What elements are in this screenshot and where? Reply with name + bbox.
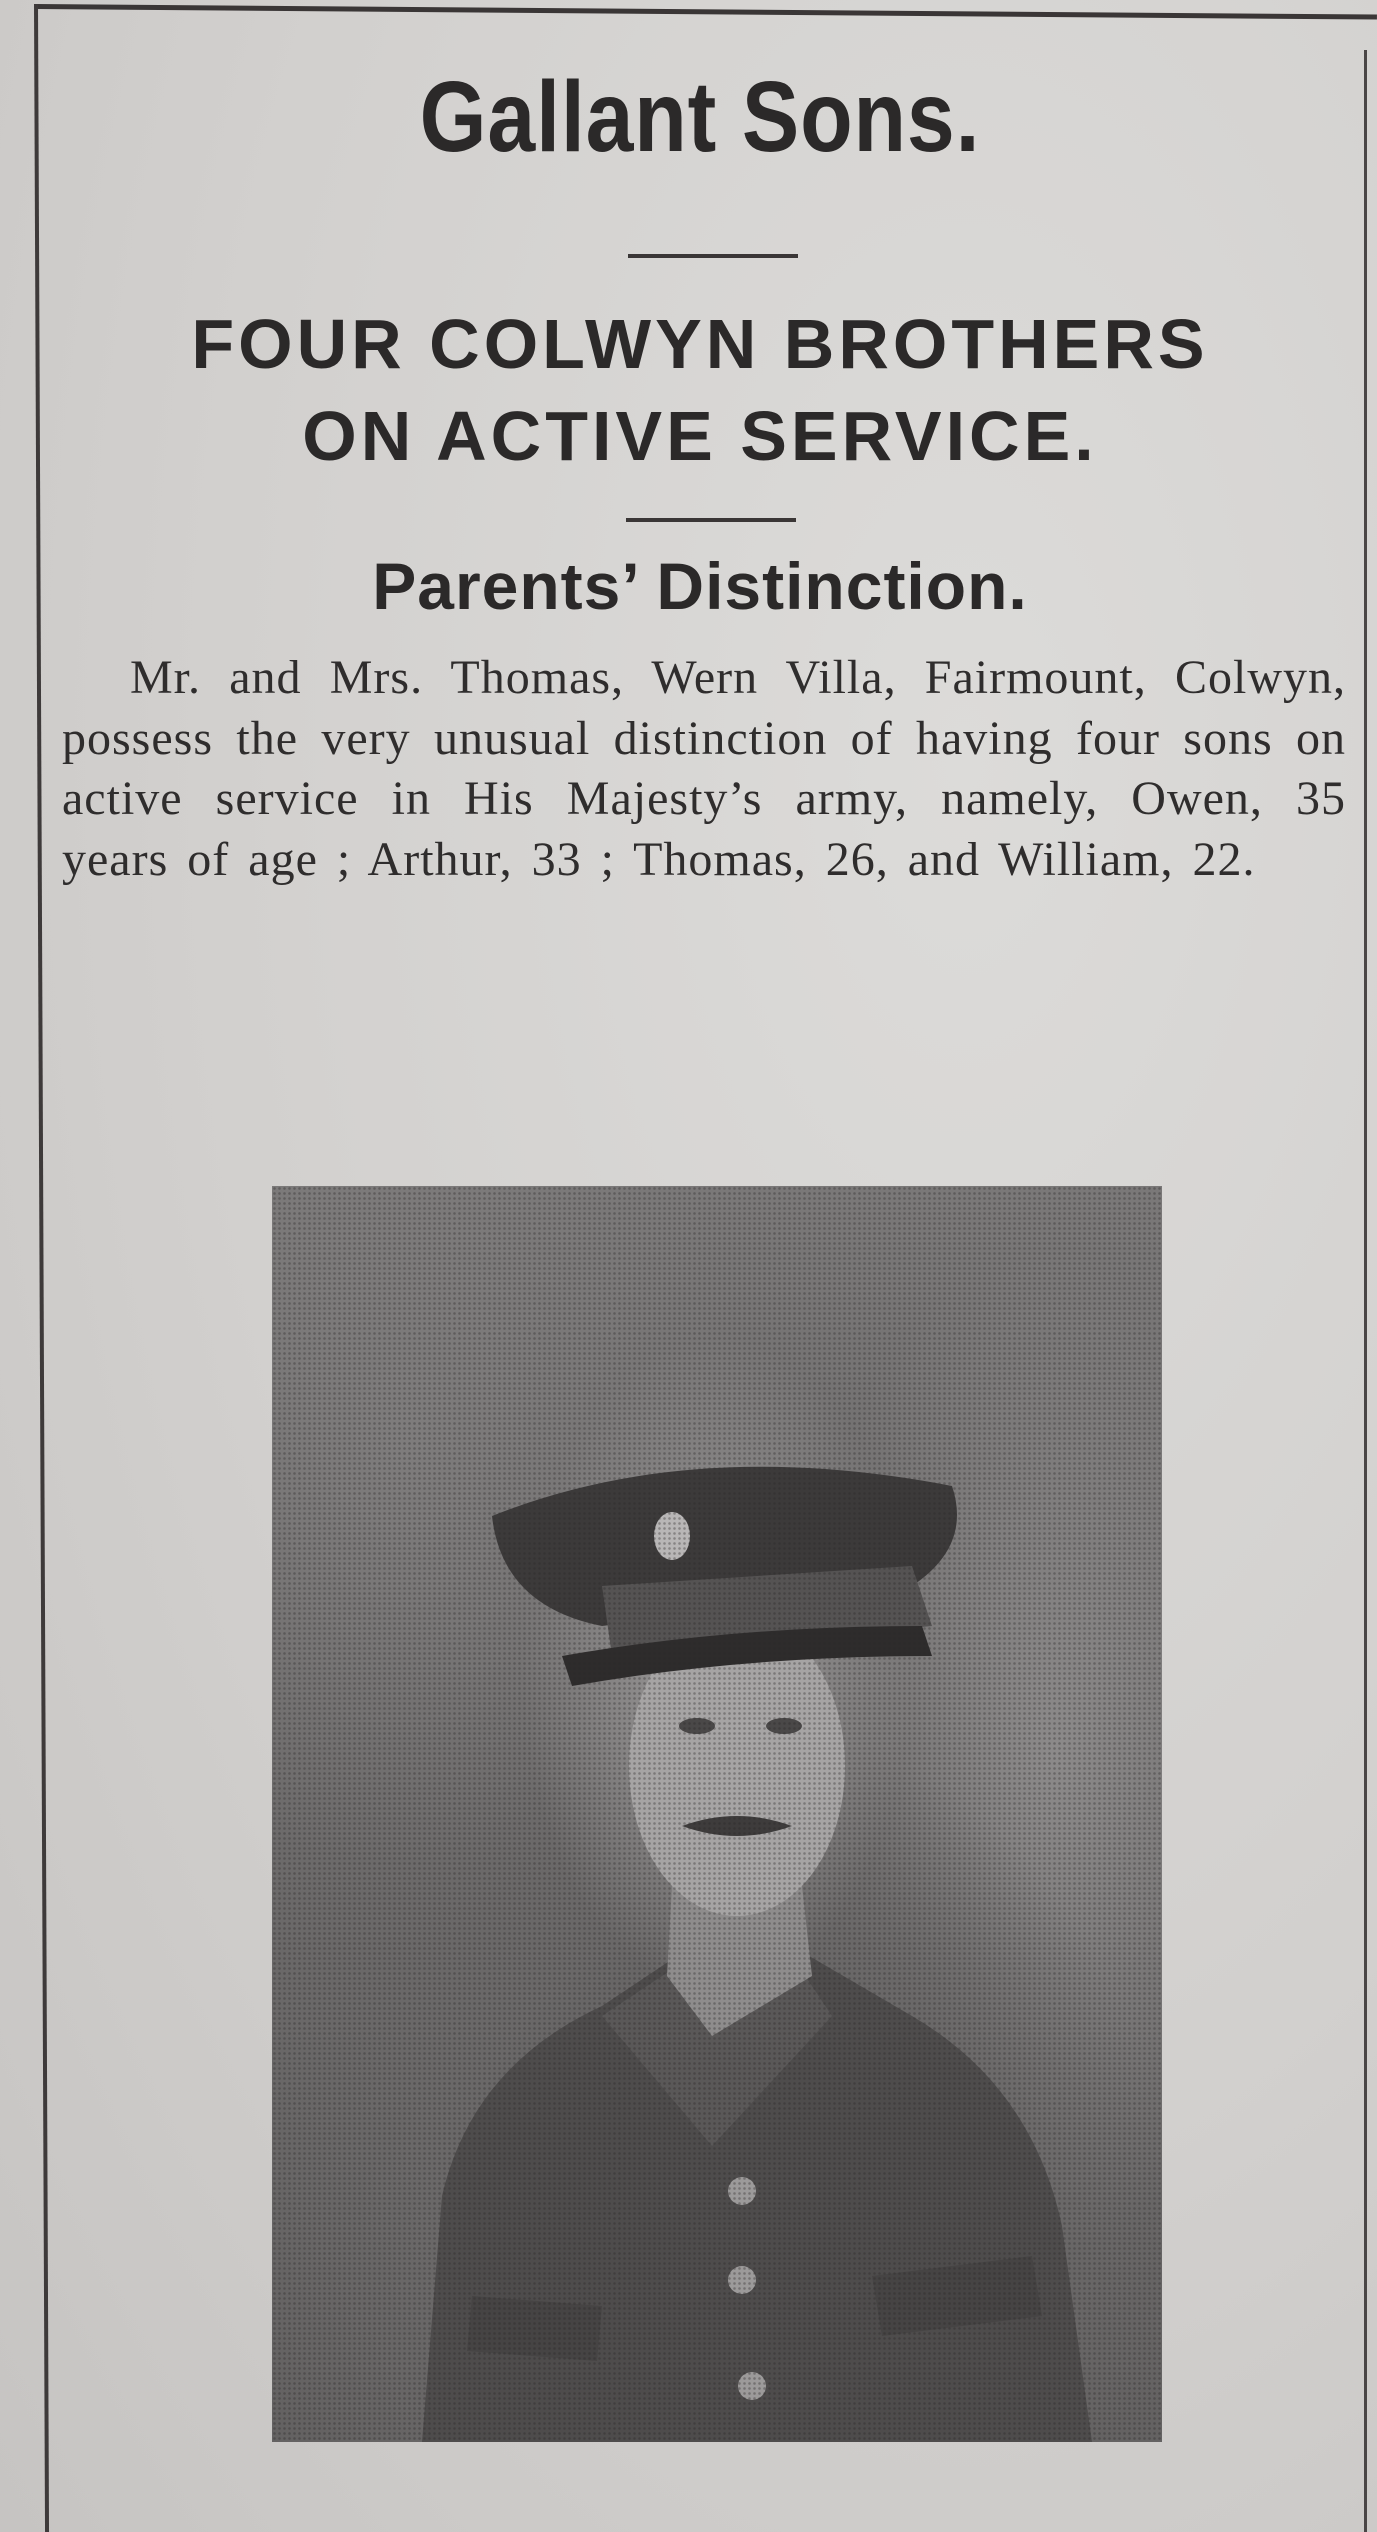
tunic-button <box>728 2266 756 2294</box>
pocket-button <box>961 2293 983 2315</box>
subtitle-line-1: FOUR COLWYN BROTHERS <box>191 305 1209 383</box>
moustache <box>682 1816 792 1836</box>
subtitle-line-2: ON ACTIVE SERVICE. <box>302 397 1098 475</box>
portrait-figure <box>272 1186 1162 2442</box>
subtitle-divider <box>626 518 796 522</box>
left-eye <box>679 1718 715 1734</box>
headline-divider <box>628 254 798 258</box>
tunic-button <box>738 2372 766 2400</box>
face <box>629 1616 845 1916</box>
neck <box>667 1886 812 2036</box>
pocket-button <box>547 2326 567 2346</box>
column-rule-right <box>1364 50 1367 2532</box>
cap-band <box>602 1566 932 1656</box>
article-title: Gallant Sons. <box>419 61 981 173</box>
tunic-collar <box>602 1956 832 2146</box>
peaked-cap <box>492 1467 957 1626</box>
article-subtitle <box>60 298 1340 482</box>
pocket-flap <box>872 2256 1042 2336</box>
cap-badge <box>654 1512 690 1560</box>
section-heading: Parents’ Distinction. <box>372 549 1028 623</box>
soldier-portrait-photo <box>272 1186 1162 2442</box>
right-eye <box>766 1718 802 1734</box>
uniform-tunic <box>422 1946 1092 2442</box>
article-body: Mr. and Mrs. Thomas, Wern Villa, Fairmount, Colwyn, possess the very unusual distinction of having four sons on active service in His Majesty’s army, namely, Owen, 35 years of age ; Arthur, 33 ; Thomas, 26, and William, 22. <box>62 651 1346 886</box>
pocket-flap <box>467 2296 602 2361</box>
tunic-button <box>728 2177 756 2205</box>
cap-peak <box>562 1626 932 1686</box>
